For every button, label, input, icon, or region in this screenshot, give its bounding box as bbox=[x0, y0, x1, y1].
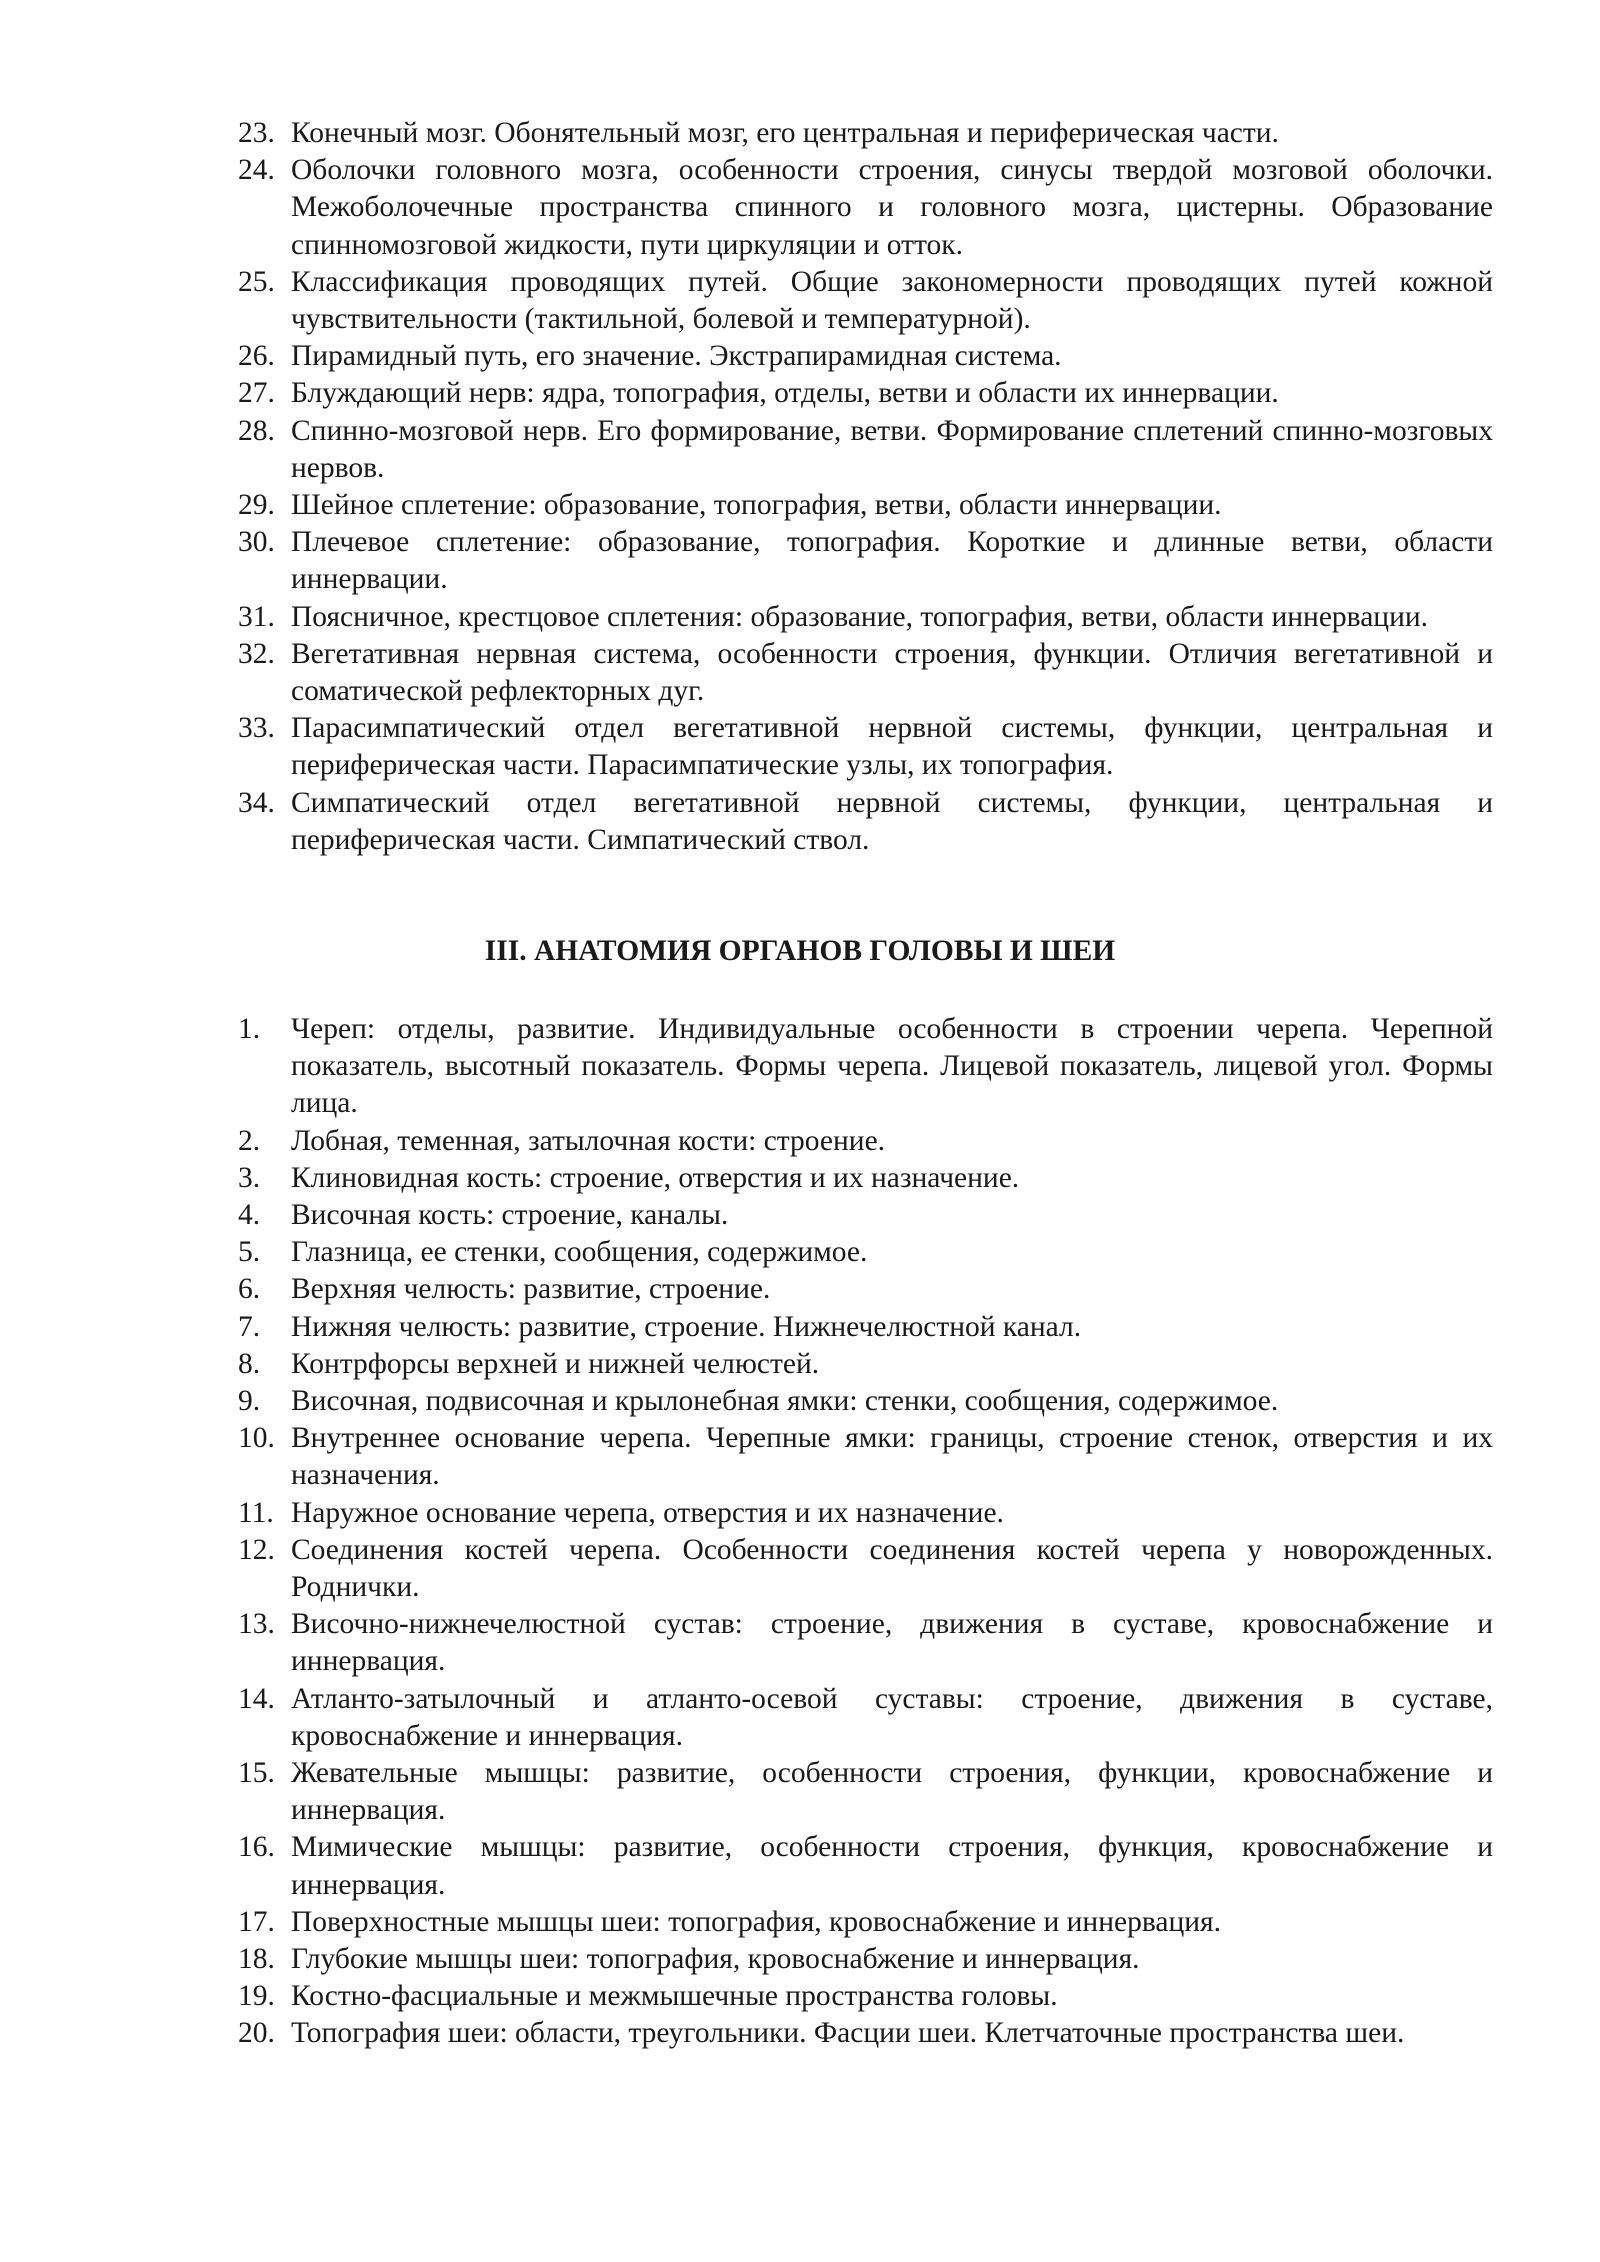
list-item bbox=[238, 375, 1493, 412]
item-text: Парасимпатический отдел вегетативной нервной системы, функции, центральная и периферическая части. Парасимпатические узлы, их топография. bbox=[291, 712, 1493, 782]
item-number: 12. bbox=[238, 1533, 275, 1566]
item-number: 14. bbox=[238, 1682, 275, 1715]
item-number: 7. bbox=[238, 1310, 261, 1343]
list-item bbox=[238, 1197, 1493, 1234]
item-text: Лобная, теменная, затылочная кости: строение. bbox=[291, 1124, 886, 1157]
list-item bbox=[238, 338, 1493, 375]
list-item bbox=[238, 1234, 1493, 1271]
item-number: 30. bbox=[238, 526, 275, 559]
list-item bbox=[238, 599, 1493, 636]
item-number: 10. bbox=[238, 1422, 275, 1455]
item-text: Блуждающий нерв: ядра, топография, отделы, ветви и области их иннервации. bbox=[291, 377, 1279, 410]
item-number: 9. bbox=[238, 1385, 261, 1418]
item-number: 3. bbox=[238, 1161, 261, 1194]
list-item bbox=[238, 264, 1493, 338]
item-number: 4. bbox=[238, 1199, 261, 1232]
item-number: 15. bbox=[238, 1757, 275, 1790]
list-item bbox=[238, 1904, 1493, 1941]
item-text: Височная, подвисочная и крылонебная ямки: стенки, сообщения, содержимое. bbox=[291, 1385, 1279, 1418]
item-text: Классификация проводящих путей. Общие закономерности проводящих путей кожной чувствительности (тактильной, болевой и температурной). bbox=[291, 265, 1493, 336]
item-text: Верхняя челюсть: развитие, строение. bbox=[291, 1273, 771, 1306]
item-text: Атланто-затылочный и атланто-осевой суставы: строение, движения в суставе, кровоснабжение и иннервация. bbox=[291, 1682, 1493, 1752]
item-text: Симпатический отдел вегетативной нервной системы, функции, центральная и периферическая части. Симпатический ствол. bbox=[291, 786, 1493, 856]
item-text: Височно-нижнечелюстной сустав: строение, движения в суставе, кровоснабжение и иннервация. bbox=[291, 1608, 1493, 1678]
item-number: 34. bbox=[238, 786, 275, 819]
list-item bbox=[238, 152, 1493, 264]
list-item bbox=[238, 1606, 1493, 1680]
list-item bbox=[238, 710, 1493, 784]
list-item bbox=[238, 636, 1493, 710]
list-item bbox=[238, 413, 1493, 487]
list-item bbox=[238, 115, 1493, 152]
item-text: Топография шеи: области, треугольники. Фасции шеи. Клетчаточные пространства шеи. bbox=[291, 2017, 1405, 2050]
item-number: 16. bbox=[238, 1831, 275, 1864]
item-text: Нижняя челюсть: развитие, строение. Нижнечелюстной канал. bbox=[291, 1310, 1082, 1343]
item-number: 31. bbox=[238, 600, 275, 633]
list-item bbox=[238, 1011, 1493, 1123]
item-number: 28. bbox=[238, 414, 275, 447]
section-title: III. АНАТОМИЯ ОРГАНОВ ГОЛОВЫ И ШЕИ bbox=[484, 935, 1116, 967]
item-text: Оболочки головного мозга, особенности строения, синусы твердой мозговой оболочки. Межоболочечные пространства спинного и головного мозга, цистерны. Образование спинномозговой жидкости, пути циркуляции и отток. bbox=[291, 154, 1493, 261]
item-number: 23. bbox=[238, 117, 275, 149]
item-text: Глазница, ее стенки, сообщения, содержимое. bbox=[291, 1236, 868, 1269]
item-text: Жевательные мышцы: развитие, особенности строения, функции, кровоснабжение и иннервация. bbox=[291, 1757, 1493, 1827]
item-text: Контрфорсы верхней и нижней челюстей. bbox=[291, 1347, 820, 1380]
list-item bbox=[238, 1681, 1493, 1755]
list-item bbox=[238, 1271, 1493, 1308]
item-number: 11. bbox=[238, 1496, 274, 1529]
item-number: 27. bbox=[238, 377, 275, 410]
item-number: 25. bbox=[238, 265, 275, 298]
list-item bbox=[238, 524, 1493, 598]
list-item bbox=[238, 1532, 1493, 1606]
item-text: Плечевое сплетение: образование, топография. Короткие и длинные ветви, области иннервации. bbox=[291, 526, 1493, 596]
item-text: Конечный мозг. Обонятельный мозг, его центральная и периферическая части. bbox=[291, 117, 1279, 149]
list-item bbox=[238, 1160, 1493, 1197]
list-item bbox=[238, 1941, 1493, 1978]
list-item bbox=[238, 1829, 1493, 1903]
question-list-head-neck bbox=[238, 1011, 1493, 2053]
item-text: Соединения костей черепа. Особенности соединения костей черепа у новорожденных. Роднички. bbox=[291, 1533, 1493, 1604]
item-number: 29. bbox=[238, 489, 275, 522]
item-number: 5. bbox=[238, 1236, 261, 1269]
item-text: Вегетативная нервная система, особенности строения, функции. Отличия вегетативной и соматической рефлекторных дуг. bbox=[291, 637, 1493, 708]
item-number: 1. bbox=[238, 1013, 261, 1045]
list-item bbox=[238, 785, 1493, 859]
item-number: 26. bbox=[238, 340, 275, 373]
item-number: 8. bbox=[238, 1347, 261, 1380]
item-text: Череп: отделы, развитие. Индивидуальные особенности в строении черепа. Черепной показатель, высотный показатель. Формы черепа. Лицевой показатель, лицевой угол. Формы лица. bbox=[291, 1013, 1493, 1120]
item-text: Костно-фасциальные и межмышечные пространства головы. bbox=[291, 1980, 1058, 2013]
item-number: 13. bbox=[238, 1608, 275, 1641]
list-item bbox=[238, 1309, 1493, 1346]
item-number: 17. bbox=[238, 1905, 275, 1938]
list-item bbox=[238, 1346, 1493, 1383]
list-item bbox=[238, 487, 1493, 524]
item-number: 24. bbox=[238, 154, 275, 187]
item-number: 18. bbox=[238, 1943, 275, 1976]
list-item bbox=[238, 1123, 1493, 1160]
item-text: Поясничное, крестцовое сплетения: образование, топография, ветви, области иннервации. bbox=[291, 600, 1429, 633]
item-text: Спинно-мозговой нерв. Его формирование, ветви. Формирование сплетений спинно-мозговых нервов. bbox=[291, 414, 1493, 484]
item-number: 20. bbox=[238, 2017, 275, 2050]
item-text: Пирамидный путь, его значение. Экстрапирамидная система. bbox=[291, 340, 1062, 373]
item-number: 6. bbox=[238, 1273, 261, 1306]
item-text: Клиновидная кость: строение, отверстия и их назначение. bbox=[291, 1161, 1020, 1194]
item-number: 33. bbox=[238, 712, 275, 745]
question-list-nervous-system bbox=[238, 115, 1493, 859]
list-item bbox=[238, 1420, 1493, 1494]
item-text: Височная кость: строение, каналы. bbox=[291, 1199, 729, 1232]
item-text: Глубокие мышцы шеи: топография, кровоснабжение и иннервация. bbox=[291, 1943, 1140, 1976]
item-text: Мимические мышцы: развитие, особенности строения, функция, кровоснабжение и иннервация. bbox=[291, 1831, 1493, 1901]
list-item bbox=[238, 1495, 1493, 1532]
item-number: 32. bbox=[238, 637, 275, 670]
item-text: Внутреннее основание черепа. Черепные ямки: границы, строение стенок, отверстия и их назначения. bbox=[291, 1422, 1493, 1492]
item-number: 2. bbox=[238, 1124, 261, 1157]
item-text: Наружное основание черепа, отверстия и их назначение. bbox=[291, 1496, 1004, 1529]
list-item bbox=[238, 1383, 1493, 1420]
item-text: Поверхностные мышцы шеи: топография, кровоснабжение и иннервация. bbox=[291, 1905, 1221, 1938]
item-text: Шейное сплетение: образование, топография, ветви, области иннервации. bbox=[291, 489, 1222, 522]
item-number: 19. bbox=[238, 1980, 275, 2013]
list-item bbox=[238, 2015, 1493, 2052]
list-item bbox=[238, 1755, 1493, 1829]
list-item bbox=[238, 1978, 1493, 2015]
